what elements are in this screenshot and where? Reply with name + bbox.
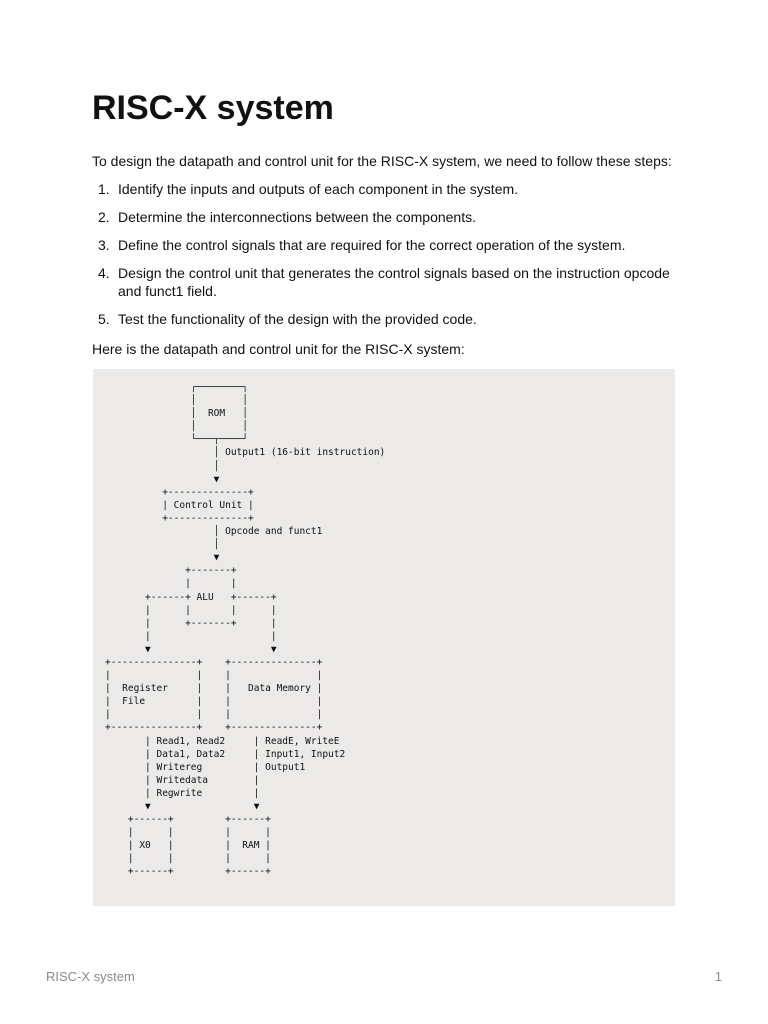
- footer-title: RISC-X system: [46, 969, 135, 984]
- list-item-text: Identify the inputs and outputs of each component in the system.: [118, 181, 519, 197]
- list-item: [92, 180, 678, 198]
- diagram-intro-paragraph: Here is the datapath and control unit for the RISC-X system:: [92, 341, 465, 357]
- list-item-number: 4.: [98, 265, 110, 281]
- page-number: 1: [714, 969, 722, 984]
- intro-paragraph: To design the datapath and control unit for the RISC-X system, we need to follow these steps:: [92, 153, 672, 169]
- steps-list: [92, 180, 678, 338]
- list-item-number: 5.: [98, 311, 110, 327]
- list-item: [92, 208, 678, 226]
- list-item-number: 1.: [98, 181, 110, 197]
- list-item-text: Define the control signals that are required for the correct operation of the system.: [118, 237, 626, 253]
- list-item-text: Test the functionality of the design with the provided code.: [118, 311, 477, 327]
- page-title: RISC-X system: [92, 89, 334, 127]
- list-item-number: 2.: [98, 209, 110, 225]
- list-item: [92, 236, 678, 254]
- list-item-number: 3.: [98, 237, 110, 253]
- code-block: [93, 369, 675, 906]
- list-item: [92, 310, 678, 328]
- ascii-diagram: ┌────────┐ │ │ │ ROM │ │ │ └───┬────┘ │ Output1 (16-bit instruction) │ ▼ +--------------+ | Control Unit | +--------------+ │ Opcode and funct1 │ ▼ +-------+ | | +------+ ALU +------+ | | | | | +-------+ | | | ▼ ▼ +---------------+ +---------------+ | | | | | Register | | Data Memory | | File | | | | | | | +---------------+ +---------------+ | Read1, Read2 | ReadE, WriteE | Data1, Data2 | Input1, Input2 | Writereg | Output1 | Writedata | | Regwrite | ▼ ▼ +------+ +------+ | | | | | X0 | | RAM | | | | | +------+ +------+: [105, 382, 386, 878]
- list-item-text: Design the control unit that generates the control signals based on the instruction opcode and funct1 field.: [118, 265, 670, 299]
- list-item: [92, 264, 678, 300]
- list-item-text: Determine the interconnections between the components.: [118, 209, 476, 225]
